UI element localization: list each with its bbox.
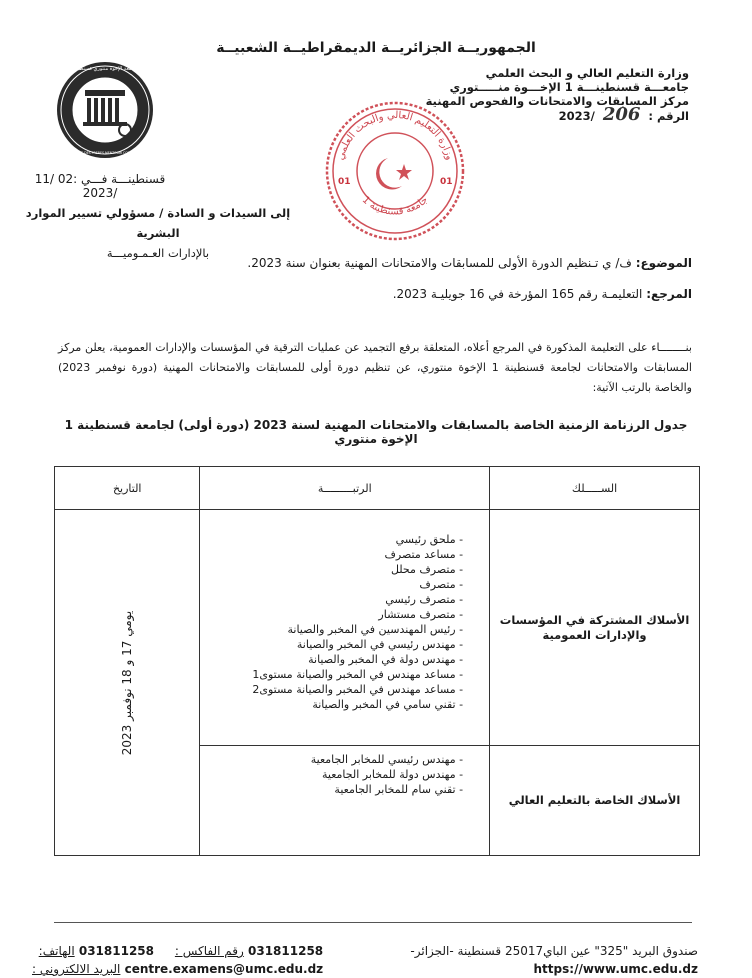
grade-item: - متصرف مستشار: [378, 608, 464, 621]
center-name: مركز المسابقات والامتحانات والفحوص المهنية: [425, 94, 689, 108]
grade-item: - ملحق رئيسي: [395, 533, 464, 546]
ministry-name: وزارة التعليم العالي و البحث العلمي: [485, 66, 689, 80]
date-cell: [55, 510, 200, 856]
fax-number: 031811258: [248, 944, 324, 958]
subject-line: [132, 256, 692, 270]
stamp-outer-text: وزارة التعليم العالي والبحث العلمي: [335, 109, 455, 162]
phone-number: 031811258: [78, 944, 154, 958]
postal-address: صندوق البريد "325" عين الباي25017 قسنطينة -الجزائر-: [410, 944, 698, 958]
logo-english-text: UNIVERSITE DES FRERES MENTOURI CONSTANTINE: [64, 151, 146, 155]
footer-address: [410, 942, 698, 978]
ref-label: الرقم :: [648, 109, 689, 123]
grade-item: - مساعد مهندس في المخبر والصيانة مستوى1: [252, 668, 464, 681]
reference-text: التعليمـة رقم 165 المؤرخة في 16 جويليـة 2023.: [392, 287, 643, 301]
logo-arc-text: جامعة الإخوة منتوري قسنطينة: [73, 66, 137, 72]
footer-phone-row: [32, 942, 323, 960]
email-address[interactable]: centre.examens@umc.edu.dz: [124, 962, 324, 976]
grade-item: - رئيس المهندسين في المخبر والصيانة: [287, 623, 464, 636]
grade-item: - مساعد متصرف: [384, 548, 464, 561]
grade-item: - مهندس رئيسي في المخبر والصيانة: [296, 638, 464, 651]
grade-item: - تقني سامي في المخبر والصيانة: [312, 698, 464, 711]
table-row: [55, 510, 700, 746]
footer-email-row: [32, 960, 323, 978]
grade-item: - مساعد مهندس في المخبر والصيانة مستوى2: [252, 683, 464, 696]
university-seal-icon: [55, 60, 155, 160]
date-value: يومي 17 و 18 نوفمبر 2023: [120, 610, 135, 755]
table-header-row: [55, 467, 700, 510]
grade-item: - مهندس رئيسي للمخابر الجامعية: [310, 753, 464, 766]
table-title: جدول الرزنامة الزمنية الخاصة بالمسابقات والامتحانات المهنية لسنة 2023 (دورة أولى) لجامعة قسنطينة 1 الإخوة منتوري: [64, 418, 688, 446]
addressee-line2: بالإدارات العـمـوميـــة: [106, 246, 210, 260]
grade-item: - مهندس دولة في المخبر والصيانة: [308, 653, 464, 666]
email-label: البريد الالكتروني :: [32, 962, 121, 976]
reference-label: المرجع:: [646, 287, 692, 301]
grade-item: - تقني سام للمخابر الجامعية: [334, 783, 464, 796]
stamp-number-left: 01: [338, 177, 351, 187]
header-corps: الســـــلك: [490, 467, 700, 510]
fax-label: رقم الفاكس :: [174, 944, 244, 958]
ref-number: 206: [602, 104, 641, 125]
grade-item: - متصرف: [419, 578, 464, 591]
schedule-table: [54, 466, 700, 856]
addressee-block: [18, 203, 298, 263]
grades-list: [200, 746, 489, 797]
corps-cell: الأسلاك الخاصة بالتعليم العالي: [490, 746, 700, 856]
grade-item: - مهندس دولة للمخابر الجامعية: [321, 768, 464, 781]
ref-year: /2023: [558, 109, 595, 123]
footer-divider: [54, 922, 692, 923]
subject-text: ف/ ي تـنظيم الدورة الأولى للمسابقات والامتحانات المهنية بعنوان سنة 2023.: [247, 256, 632, 270]
official-stamp-icon: [322, 98, 468, 244]
university-name: جامعـــة قسنطينـــة 1 الإخـــوة منـــــتوري: [449, 80, 689, 94]
footer-contact: [32, 942, 323, 978]
republic-title: الجمهوريــة الجزائريــة الديمقراطيــة الشعبيــة: [216, 40, 536, 56]
subject-label: الموضوع:: [635, 256, 692, 270]
svg-text:جامعة قسنطينة 1: [360, 195, 430, 218]
header-grade: الرتبـــــــــة: [200, 467, 490, 510]
grades-cell: [200, 746, 490, 856]
stamp-inner-text: جامعة قسنطينة 1: [359, 194, 431, 218]
stamp-number-right: 01: [440, 177, 453, 187]
corps-cell: الأسلاك المشتركة في المؤسسات والإدارات العمومية: [490, 510, 700, 746]
grades-cell: [200, 510, 490, 746]
grades-list: [200, 510, 489, 712]
grade-item: - متصرف رئيسي: [385, 593, 464, 606]
document-date: قسنطينـــة فـــي :02 /11 /2023: [34, 172, 166, 200]
website-link[interactable]: https://www.umc.edu.dz: [533, 962, 698, 976]
addressee-line1: إلى السيدات و السادة / مسؤولي تسيير الموارد البشرية: [25, 206, 291, 240]
header-date: التاريخ: [55, 467, 200, 510]
grade-item: - متصرف محلل: [390, 563, 464, 576]
body-paragraph: بنــــــــاء على التعليمة المذكورة في المرجع أعلاه، المتعلقة برفع التجميد عن عمليات الترقية في المؤسسات والإدارات العمومية، يعلن مركز المسابقات والامتحانات لجامعة قسنطينة 1 الإخوة منتوري، عن تنظيم دورة أولى للمسابقات والامتحانات المهنية (دورة نوفمبر 2023) والخاصة بالرتب الآتية:: [58, 341, 692, 394]
phone-label: الهاتف:: [38, 944, 75, 958]
reference-line: [132, 287, 692, 301]
